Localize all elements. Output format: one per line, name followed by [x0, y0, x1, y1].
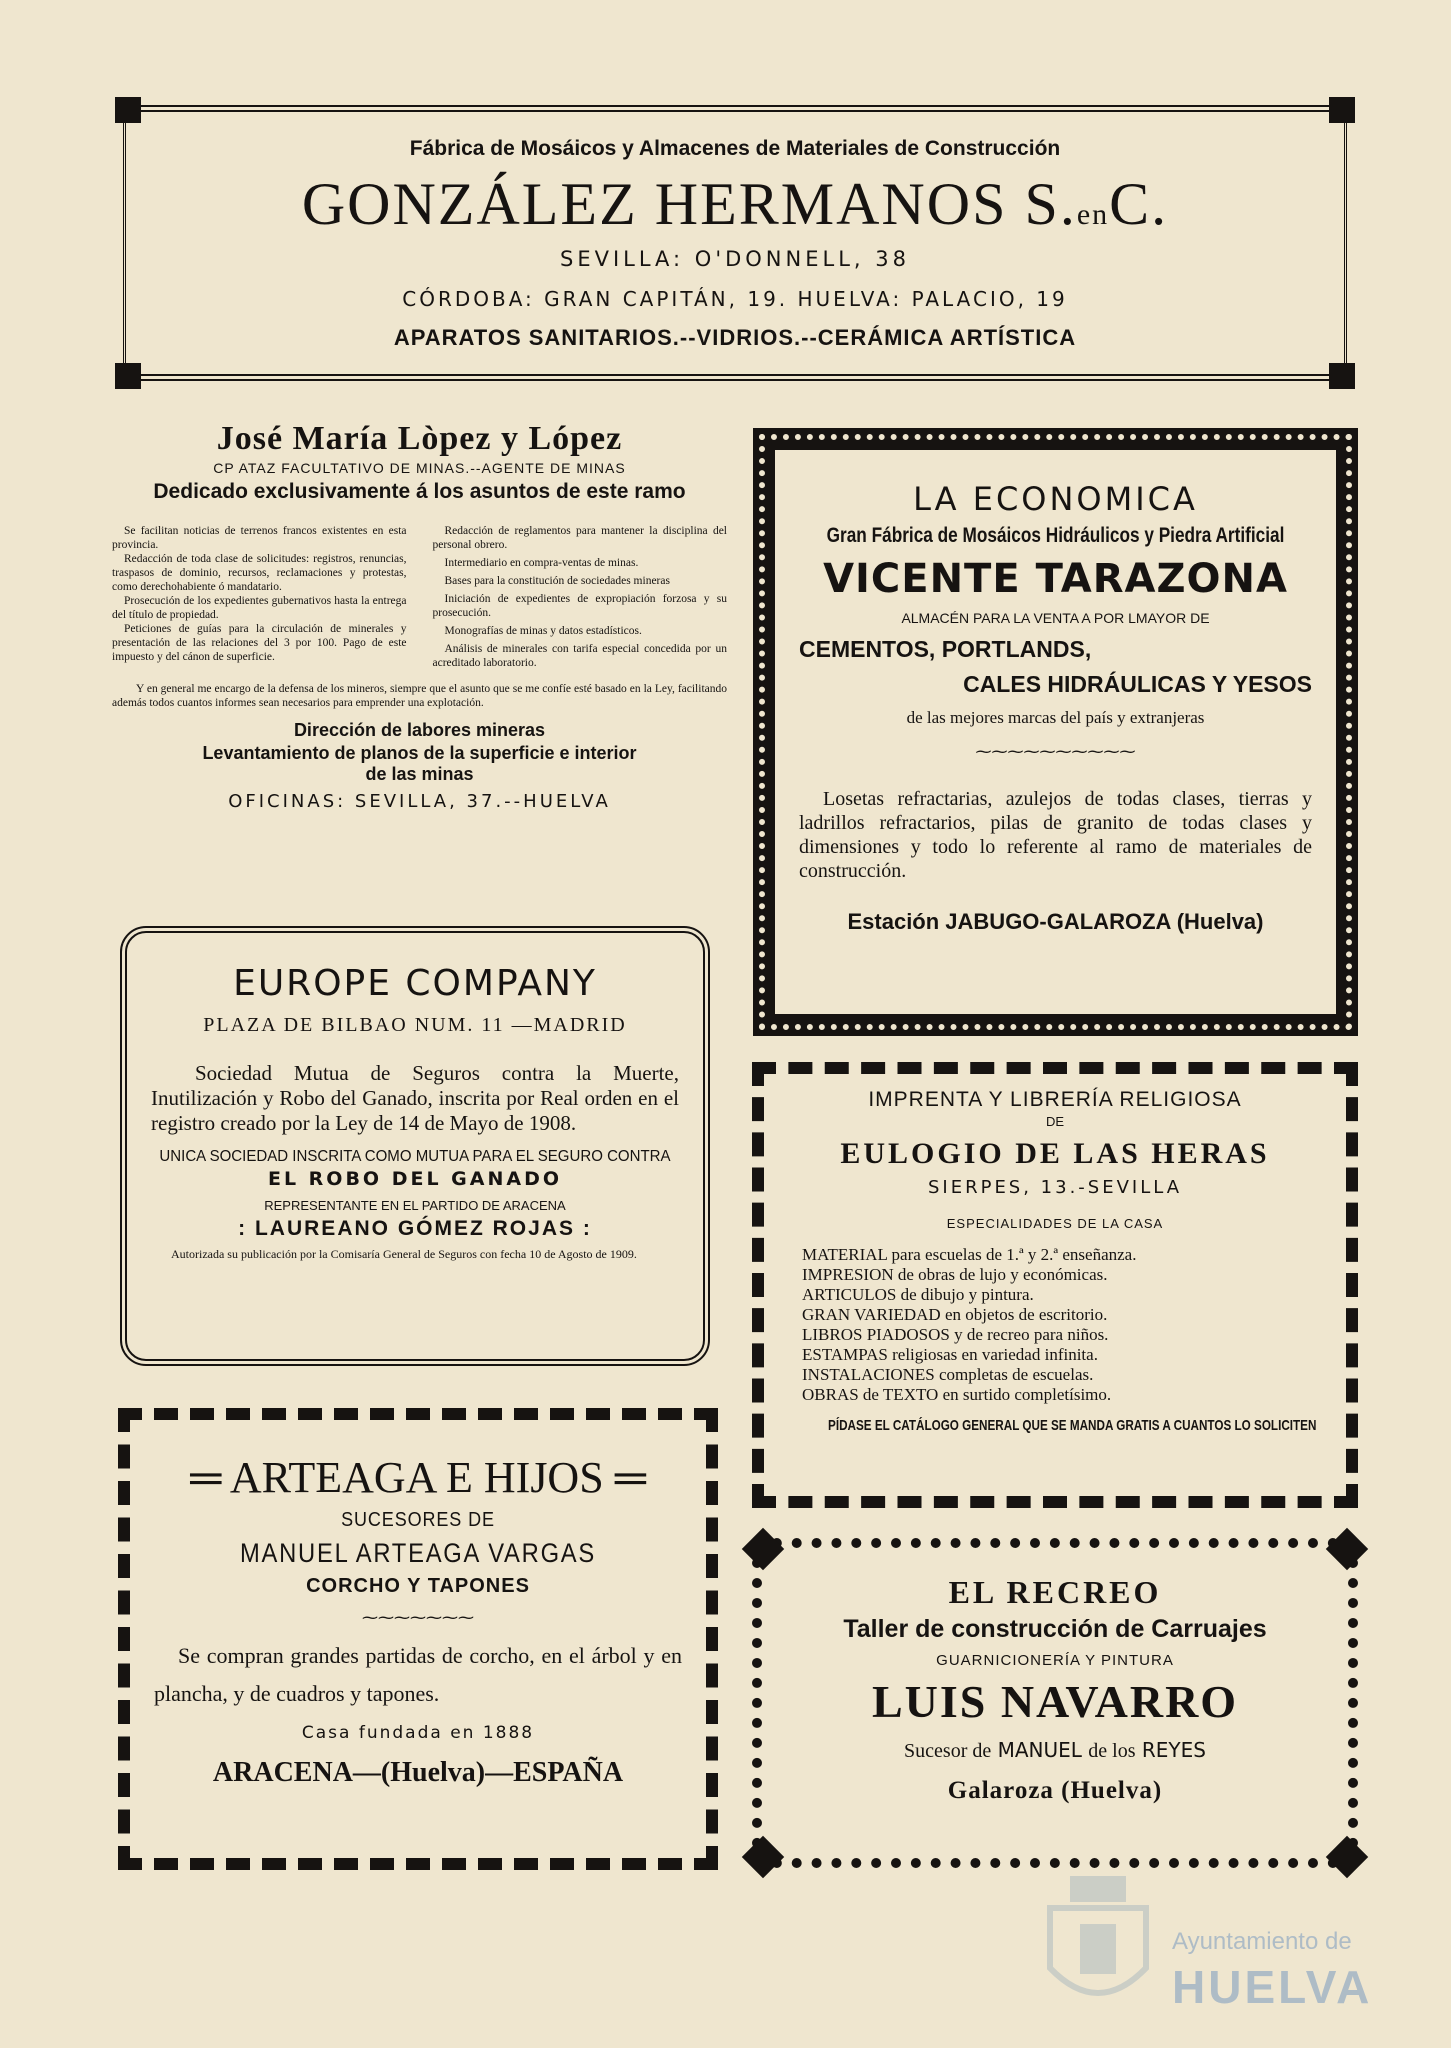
- recreo-sucesor-mid: de los: [1088, 1740, 1136, 1762]
- imprenta-item: LIBROS PIADOSOS y de recreo para niños.: [802, 1325, 1109, 1344]
- arteaga-title-text: ARTEAGA E HIJOS: [229, 1453, 604, 1502]
- ad-imprenta-libreria: [752, 1062, 1358, 1508]
- diamond-ornament: [1326, 1528, 1368, 1570]
- imprenta-item: INSTALACIONES completas de escuelas.: [802, 1365, 1094, 1384]
- imprenta-item: MATERIAL para escuelas de 1.ª y 2.ª enseñanza.: [802, 1245, 1137, 1264]
- gonzalez-cordoba: CÓRDOBA: GRAN CAPITÁN, 19. HUELVA: PALACIO, 19: [402, 287, 1068, 311]
- diamond-ornament: [1326, 1836, 1368, 1878]
- corner-square: [1329, 97, 1355, 123]
- economica-cales: CALES HIDRÁULICAS Y YESOS: [963, 671, 1312, 697]
- lopez-item: Bases para la constitución de sociedades mineras: [444, 575, 670, 587]
- arteaga-fundada: Casa fundada en 1888: [301, 1723, 535, 1743]
- lopez-levantamiento-1: Levantamiento de planos de la superficie e interior: [202, 743, 637, 763]
- recreo-taller: Taller de construcción de Carruajes: [843, 1615, 1267, 1643]
- imprenta-title: IMPRENTA Y LIBRERÍA RELIGIOSA: [868, 1088, 1242, 1111]
- gonzalez-line1: Fábrica de Mosáicos y Almacenes de Materiales de Construcción: [409, 137, 1061, 160]
- arteaga-title: [130, 1452, 706, 1503]
- economica-name: VICENTE TARAZONA: [823, 556, 1288, 602]
- europe-robo: EL ROBO DEL GANADO: [267, 1168, 563, 1190]
- arteaga-sucesores: SUCESORES DE: [341, 1509, 495, 1531]
- europe-address: PLAZA DE BILBAO NUM. 11 —MADRID: [203, 1014, 627, 1036]
- economica-almacen: ALMACÉN PARA LA VENTA A POR LMAYOR DE: [901, 610, 1210, 626]
- economica-title: LA ECONOMICA: [913, 480, 1198, 518]
- crest-icon: [1040, 1868, 1156, 2018]
- lopez-item: Iniciación de expedientes de expropiación forzosa y su prosecución.: [432, 593, 727, 619]
- lopez-item: Prosecución de los expedientes gubernativos hasta la entrega del título de propiedad.: [112, 595, 407, 621]
- lopez-item: Redacción de toda clase de solicitudes: registros, renuncias, traspasos de dominio, recursos, reclamaciones y protestas, como derechohabiente ó mandatario.: [112, 553, 407, 593]
- recreo-galaroza: Galaroza (Huelva): [947, 1777, 1163, 1804]
- arteaga-aracena: ARACENA—(Huelva)—ESPAÑA: [212, 1757, 624, 1788]
- arteaga-corcho: CORCHO Y TAPONES: [306, 1575, 530, 1597]
- lopez-oficinas: OFICINAS: SEVILLA, 37.--HUELVA: [228, 791, 611, 812]
- corner-square: [115, 97, 141, 123]
- corner-square: [115, 363, 141, 389]
- watermark-line2: HUELVA: [1172, 1961, 1373, 2013]
- ornament-divider: ⁓⁓⁓⁓⁓⁓⁓: [362, 1608, 474, 1627]
- europe-unica: UNICA SOCIEDAD INSCRITA COMO MUTUA PARA EL SEGURO CONTRA: [159, 1148, 671, 1165]
- dash-ornament: ═: [190, 1453, 230, 1502]
- imprenta-item: ARTICULOS de dibujo y pintura.: [802, 1285, 1034, 1304]
- gonzalez-products: APARATOS SANITARIOS.--VIDRIOS.--CERÁMICA ARTÍSTICA: [393, 325, 1077, 350]
- imprenta-address: SIERPES, 13.-SEVILLA: [927, 1177, 1183, 1198]
- recreo-title: EL RECREO: [948, 1574, 1162, 1610]
- lopez-columns: [112, 524, 727, 670]
- lopez-role: CP ATAZ FACULTATIVO DE MINAS.--AGENTE DE MINAS: [213, 460, 626, 476]
- lopez-item: Peticiones de guías para la circulación de minerales y presentación de las relaciones del 3 por 100. Pago de este impuesto y del cánon de superficie.: [112, 623, 407, 663]
- lopez-name: José María Lòpez y López: [216, 420, 623, 457]
- recreo-name: LUIS NAVARRO: [871, 1676, 1239, 1727]
- imprenta-item: ESTAMPAS religiosas en variedad infinita.: [802, 1345, 1098, 1364]
- lopez-levantamiento-2: de las minas: [365, 764, 474, 784]
- arteaga-compran: Se compran grandes partidas de corcho, en el árbol y en plancha, y de cuadros y tapones.: [154, 1643, 682, 1706]
- gonzalez-name-small: en: [1076, 198, 1110, 231]
- dash-ornament: ═: [603, 1453, 646, 1502]
- ad-europe-company: [120, 926, 710, 1366]
- recreo-guarnicioneria: GUARNICIONERÍA Y PINTURA: [936, 1652, 1174, 1669]
- economica-estacion: Estación JABUGO-GALAROZA (Huelva): [847, 909, 1264, 934]
- imprenta-item: OBRAS de TEXTO en surtido completísimo.: [802, 1385, 1112, 1404]
- recreo-sucesor-name2: REYES: [1141, 1738, 1206, 1762]
- europe-body: Sociedad Mutua de Seguros contra la Muerte, Inutilización y Robo del Ganado, inscrita por Real orden en el registro creado por la Ley de 14 de Mayo de 1908.: [151, 1061, 679, 1135]
- europe-autorizada: Autorizada su publicación por la Comisaría General de Seguros con fecha 10 de Agosto de 1909.: [171, 1247, 637, 1261]
- watermark-line1: Ayuntamiento de: [1172, 1928, 1352, 1955]
- lopez-direccion: Dirección de labores mineras: [293, 720, 546, 740]
- ad-jose-maria-lopez: [112, 420, 727, 900]
- lopez-item: Monografías de minas y datos estadísticos.: [444, 625, 642, 637]
- lopez-dedicated: Dedicado exclusivamente á los asuntos de este ramo: [153, 480, 686, 503]
- recreo-sucesor-name1: MANUEL: [997, 1738, 1082, 1762]
- economica-marcas: de las mejores marcas del país y extranjeras: [906, 708, 1205, 727]
- lopez-col1: [112, 524, 407, 670]
- gonzalez-name-end: C.: [1109, 171, 1169, 237]
- ad-arteaga-hijos: [118, 1408, 718, 1870]
- imprenta-list: [802, 1245, 1346, 1405]
- economica-losetas: Losetas refractarias, azulejos de todas clases, tierras y ladrillos refractarios, pilas de granito de todas clases y dimensiones y todo lo referente al ramo de materiales de construcción.: [799, 788, 1312, 882]
- ayuntamiento-crest-watermark: [1040, 1868, 1156, 2018]
- lopez-col2: [433, 524, 728, 670]
- corner-square: [1329, 363, 1355, 389]
- lopez-item: Análisis de minerales con tarifa especial concedida por un acreditado laboratorio.: [432, 643, 727, 669]
- imprenta-item: GRAN VARIEDAD en objetos de escritorio.: [802, 1305, 1108, 1324]
- diamond-ornament: [742, 1528, 784, 1570]
- imprenta-item: IMPRESION de obras de lujo y económicas.: [802, 1265, 1108, 1284]
- imprenta-catalogo: PÍDASE EL CATÁLOGO GENERAL QUE SE MANDA GRATIS A CUANTOS LO SOLICITEN: [828, 1417, 1317, 1434]
- ad-el-recreo: [752, 1538, 1358, 1868]
- europe-representante: REPRESENTANTE EN EL PARTIDO DE ARACENA: [264, 1198, 566, 1213]
- arteaga-manuel: MANUEL ARTEAGA VARGAS: [239, 1538, 597, 1568]
- imprenta-de: DE: [1045, 1114, 1065, 1129]
- gonzalez-name: [115, 169, 1355, 250]
- recreo-sucesor: [762, 1738, 1348, 1763]
- lopez-item: Intermediario en compra-ventas de minas.: [444, 557, 639, 569]
- lopez-item: Redacción de reglamentos para mantener la disciplina del personal obrero.: [432, 525, 727, 551]
- gonzalez-name-main: GONZÁLEZ HERMANOS S.: [301, 171, 1077, 237]
- economica-subtitle: Gran Fábrica de Mosáicos Hidráulicos y Piedra Artificial: [826, 524, 1285, 547]
- lopez-item: Se facilitan noticias de terrenos francos existentes en esta provincia.: [112, 525, 407, 551]
- gonzalez-sevilla: SEVILLA: O'DONNELL, 38: [560, 247, 910, 271]
- europe-laureano: : LAUREANO GÓMEZ ROJAS :: [238, 1217, 592, 1240]
- economica-cementos: CEMENTOS, PORTLANDS,: [799, 636, 1092, 662]
- ornament-divider: ⁓⁓⁓⁓⁓⁓⁓⁓⁓⁓: [975, 742, 1136, 761]
- europe-title: EUROPE COMPANY: [233, 963, 597, 1004]
- lopez-general: Y en general me encargo de la defensa de los mineros, siempre que el asunto que se me confíe esté basado en la Ley, facilitando además todos cuantos informes sean necesarios para emprender una explotación.: [112, 683, 727, 709]
- imprenta-especialidades: ESPECIALIDADES DE LA CASA: [946, 1216, 1164, 1231]
- imprenta-name: EULOGIO DE LAS HERAS: [840, 1137, 1270, 1170]
- ad-gonzalez-hermanos: [115, 97, 1355, 389]
- ad-la-economica: [753, 428, 1358, 1036]
- diamond-ornament: [742, 1836, 784, 1878]
- recreo-sucesor-pre: Sucesor de: [904, 1740, 992, 1762]
